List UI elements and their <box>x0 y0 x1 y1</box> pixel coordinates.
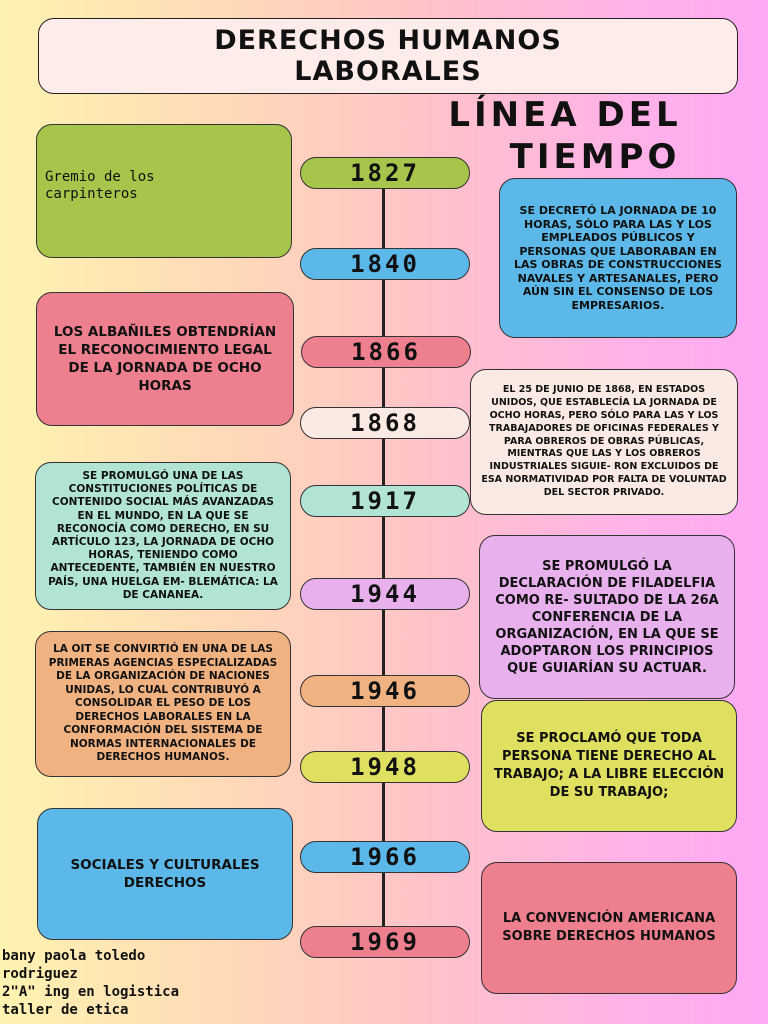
year-1946: 1946 <box>300 675 470 707</box>
event-text-1866: LOS ALBAÑILES OBTENDRÍAN EL RECONOCIMIENTO LEGAL DE LA JORNADA DE OCHO HORAS <box>53 324 277 394</box>
event-card-1969 <box>481 862 737 994</box>
author-credits <box>2 947 179 1019</box>
year-1969: 1969 <box>300 926 470 958</box>
year-1944: 1944 <box>300 578 470 610</box>
event-text-1946: LA OIT SE CONVIRTIÓ EN UNA DE LAS PRIMERAS AGENCIAS ESPECIALIZADAS DE LA ORGANIZACIÓN DE NACIONES UNIDAS, LO CUAL CONTRIBUYÓ A CONSOLIDAR EL PESO DE LOS DERECHOS LABORALES EN LA CONFORMACIÓN DEL SISTEMA DE NORMAS INTERNACIONALES DE DERECHOS HUMANOS. <box>48 643 278 764</box>
event-card-1966 <box>37 808 293 940</box>
year-1866: 1866 <box>301 336 471 368</box>
author-line-4: taller de etica <box>2 1002 129 1018</box>
event-card-1868 <box>470 369 738 515</box>
event-text-1840: SE DECRETÓ LA JORNADA DE 10 HORAS, SÓLO PARA LAS Y LOS EMPLEADOS PÚBLICOS Y PERSONAS QUE LABORABAN EN LAS OBRAS DE CONSTRUCCIONES NAVALES Y ARTESANALES, PERO AÚN SIN EL CONSENSO DE LOS EMPRESARIOS. <box>514 204 722 312</box>
event-card-1946 <box>35 631 291 777</box>
year-1868: 1868 <box>300 407 470 439</box>
year-1948: 1948 <box>300 751 470 783</box>
event-text-1827: Gremio de los carpinteros <box>45 169 155 202</box>
author-line-2: rodriguez <box>2 966 78 982</box>
event-card-1827 <box>36 124 292 258</box>
title-box <box>38 18 738 94</box>
event-text-1948: SE PROCLAMÓ QUE TODA PERSONA TIENE DERECHO AL TRABAJO; A LA LIBRE ELECCIÓN DE SU TRABAJO; <box>493 731 725 800</box>
year-1917: 1917 <box>300 485 470 517</box>
event-card-1866 <box>36 292 294 426</box>
event-card-1948 <box>481 700 737 832</box>
event-text-1966: SOCIALES Y CULTURALES DERECHOS <box>70 857 260 891</box>
event-text-1917: SE PROMULGÓ UNA DE LAS CONSTITUCIONES POLÍTICAS DE CONTENIDO SOCIAL MÁS AVANZADAS EN EL MUNDO, EN LA QUE SE RECONOCÍA COMO DERECHO, EN SU ARTÍCULO 123, LA JORNADA DE OCHO HORAS, TENIENDO COMO ANTECEDENTE, TAMBIÉN EN NUESTRO PAÍS, UNA HUELGA EM- BLEMÁTICA: LA DE CANANEA. <box>48 469 278 601</box>
event-text-1969: LA CONVENCIÓN AMERICANA SOBRE DERECHOS HUMANOS <box>502 911 716 944</box>
title-line-1: DERECHOS HUMANOS <box>214 25 562 56</box>
event-card-1840 <box>499 178 737 338</box>
author-line-1: bany paola toledo <box>2 948 146 964</box>
year-1827: 1827 <box>300 157 470 189</box>
event-text-1944: SE PROMULGÓ LA DECLARACIÓN DE FILADELFIA COMO RE- SULTADO DE LA 26A CONFERENCIA DE LA ORGANIZACIÓN, EN LA QUE SE ADOPTARON LOS PRINCIPIOS QUE GUIARÍAN SU ACTUAR. <box>495 558 719 676</box>
event-card-1917 <box>35 462 291 610</box>
title-line-2: LABORALES <box>294 56 482 87</box>
year-1966: 1966 <box>300 841 470 873</box>
event-text-1868: EL 25 DE JUNIO DE 1868, EN ESTADOS UNIDOS, QUE ESTABLECÍA LA JORNADA DE OCHO HORAS, PERO SÓLO PARA LAS Y LOS TRABAJADORES DE OFICINAS FEDERALES Y PARA OBREROS DE OBRAS PÚBLICAS, MIENTRAS QUE LAS Y LOS OBREROS INDUSTRIALES SIGUIE- RON EXCLUIDOS DE ESA NORMATIVIDAD POR FALTA DE VOLUNTAD DEL SECTOR PRIVADO. <box>481 384 727 498</box>
timeline-heading-line-2: TIEMPO <box>509 137 681 177</box>
event-card-1944 <box>479 535 735 699</box>
year-1840: 1840 <box>300 248 470 280</box>
timeline-heading-line-1: LÍNEA DEL <box>448 95 682 135</box>
timeline-axis <box>382 182 385 942</box>
author-line-3: 2"A" ing en logistica <box>2 984 180 1000</box>
